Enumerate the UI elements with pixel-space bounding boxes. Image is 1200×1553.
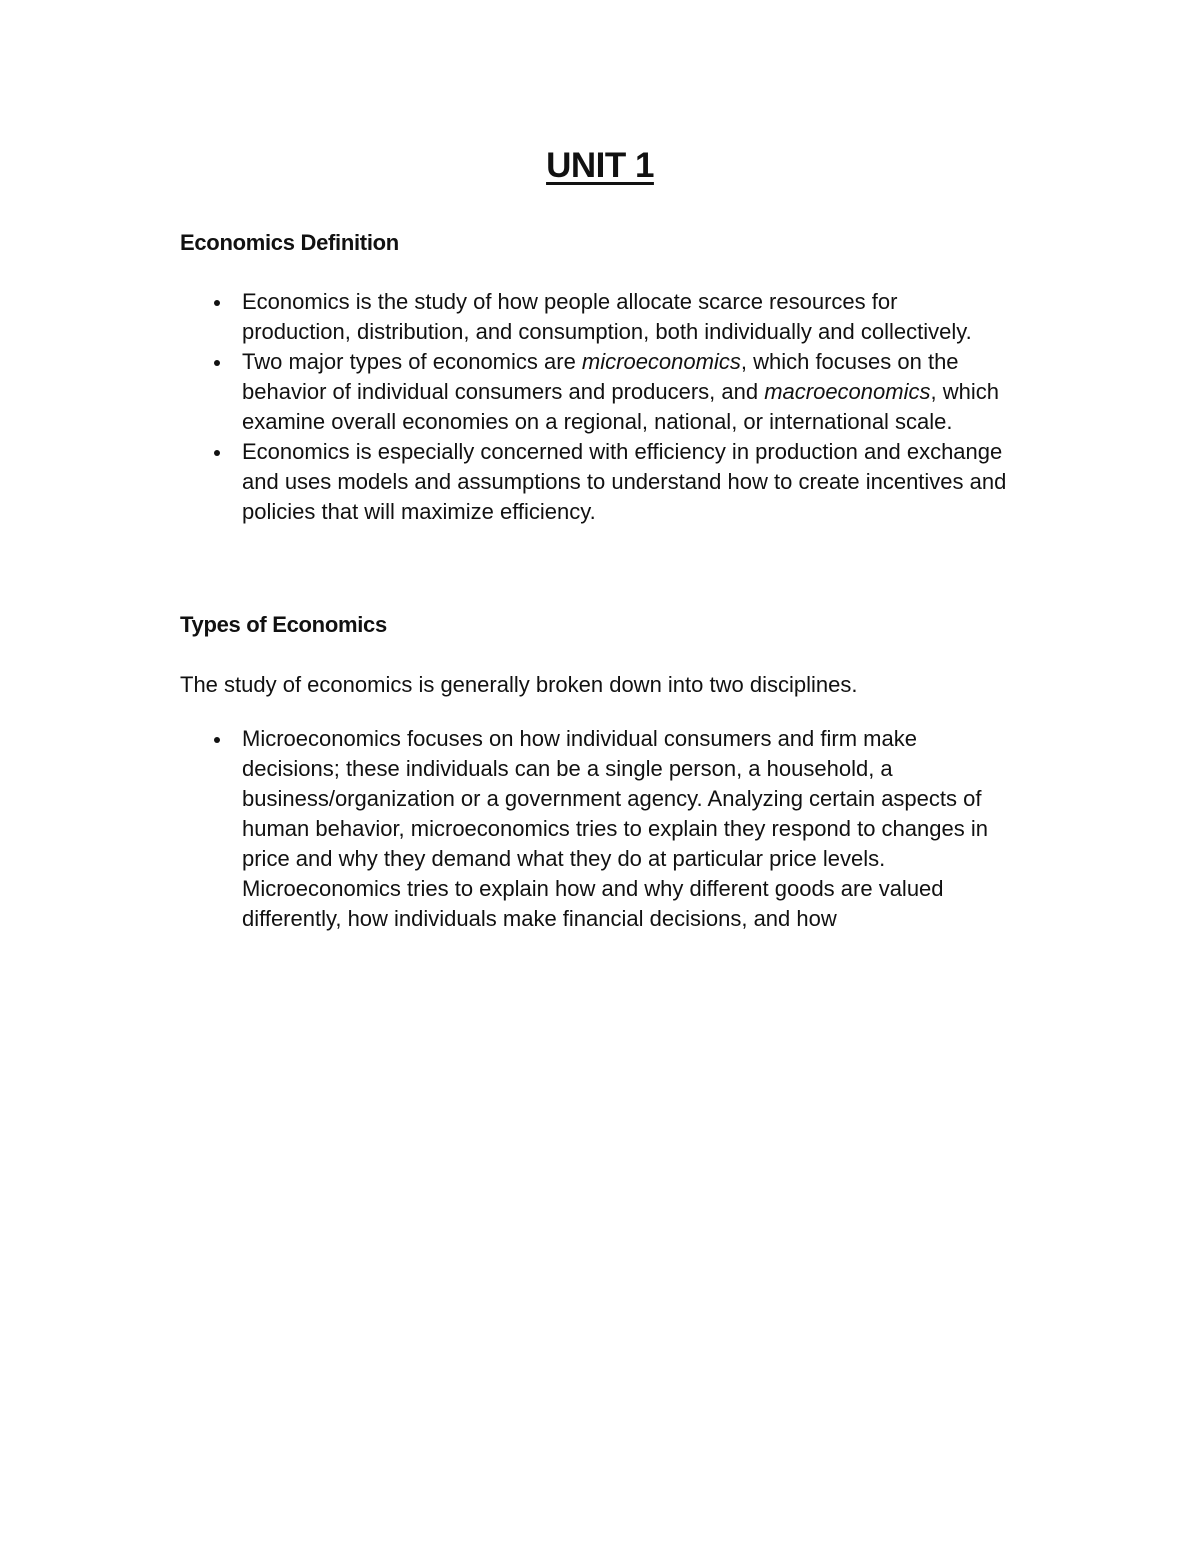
list-item bbox=[242, 724, 1012, 934]
bullet-icon bbox=[214, 360, 220, 366]
types-bullet-list bbox=[242, 724, 1012, 934]
bullet-text: Microeconomics focuses on how individual consumers and firm make decisions; these individuals can be a single person, a household, a business/organization or a government agency. Analyzing certain aspects of human behavior, microeconomics tries to explain they respond to changes in price and why they demand what they do at particular price levels. Microeconomics tries to explain how and why different goods are valued differently, how individuals make financial decisions, and how bbox=[242, 726, 988, 931]
bullet-text-part: , which examine overall economies on a regional, national, or international scale. bbox=[242, 379, 999, 434]
emphasis-term: microeconomics bbox=[581, 349, 741, 374]
section-intro-paragraph: The study of economics is generally broken down into two disciplines. bbox=[180, 672, 858, 697]
definition-bullet-list bbox=[242, 287, 1012, 527]
bullet-text: Economics is especially concerned with efficiency in production and exchange and uses models and assumptions to understand how to create incentives and policies that will maximize efficiency. bbox=[242, 439, 1007, 524]
bullet-text-part: Two major types of economics are bbox=[242, 349, 582, 374]
bullet-text-part: , which focuses on the behavior of individual consumers and producers, and bbox=[242, 349, 959, 404]
bullet-icon bbox=[214, 737, 220, 743]
bullet-text: Economics is the study of how people allocate scarce resources for production, distribution, and consumption, both individually and collectively. bbox=[242, 289, 972, 344]
list-item bbox=[242, 437, 1012, 527]
section-heading-types-of-economics: Types of Economics bbox=[180, 612, 387, 637]
section-heading-economics-definition: Economics Definition bbox=[180, 230, 399, 255]
bullet-icon bbox=[214, 450, 220, 456]
list-item bbox=[242, 287, 1012, 347]
list-item bbox=[242, 347, 1012, 437]
page-title: UNIT 1 bbox=[546, 146, 654, 185]
bullet-icon bbox=[214, 300, 220, 306]
emphasis-term: macroeconomics bbox=[764, 379, 931, 404]
